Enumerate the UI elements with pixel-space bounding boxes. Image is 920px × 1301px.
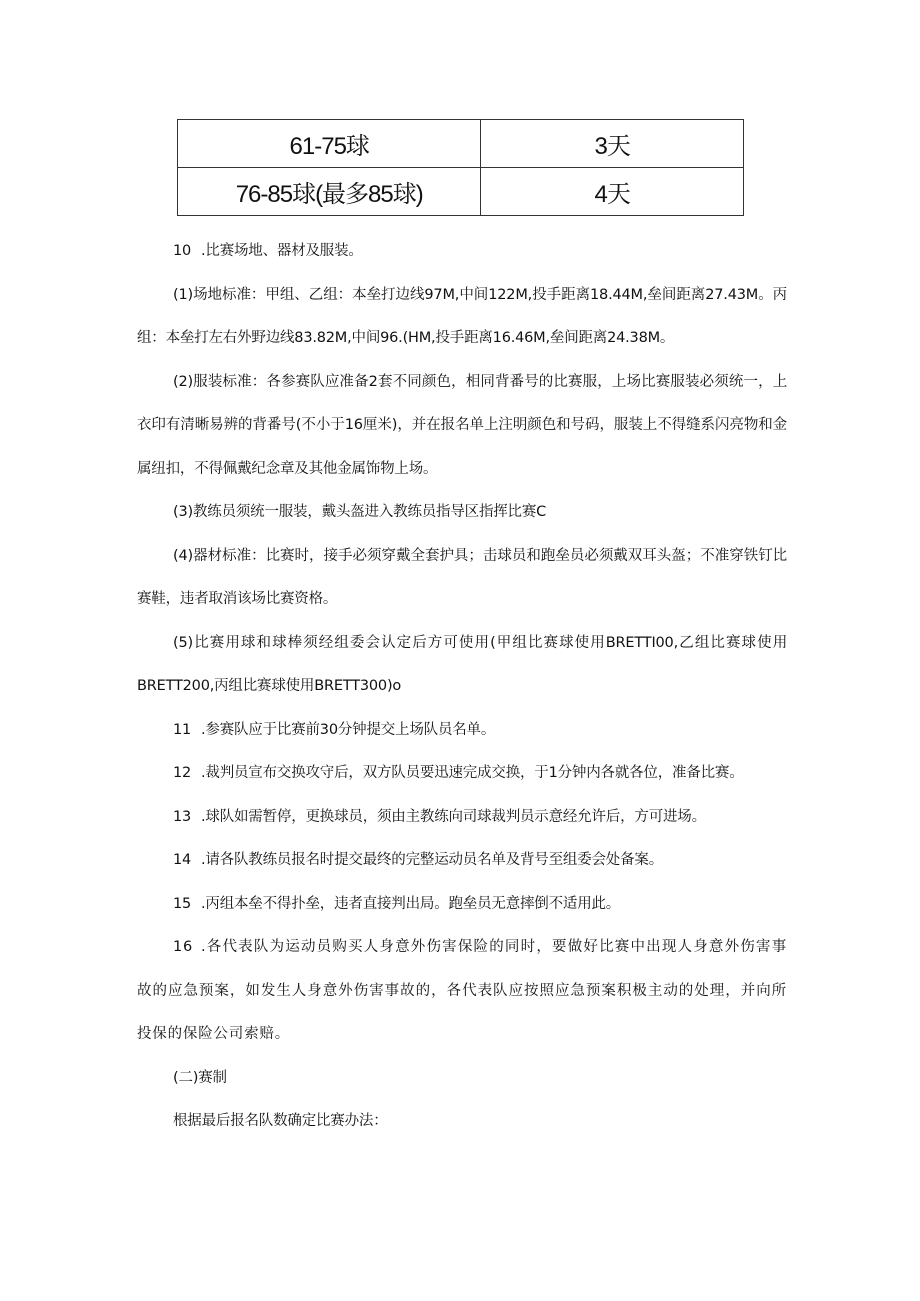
ball-bat-paragraph: (5)比赛用球和球棒须经组委会认定后方可使用(甲组比赛球使用BRETTI00,乙组比赛球使用BRETT200,丙组比赛球使用BRETT300)o xyxy=(137,634,787,694)
item-11 xyxy=(137,709,787,753)
document-body xyxy=(137,230,787,1144)
pitch-range-cell: 76-85球(最多85球) xyxy=(178,168,481,216)
item-text: .丙组本垒不得扑垒，违者直接判出局。跑垒员无意摔倒不适用此。 xyxy=(201,895,621,912)
venue-standard-paragraph: (1)场地标准：甲组、乙组：本垒打边线97M,中间122M,投手距离18.44M,垒间距离27.43M。丙组：本垒打左右外野边线83.82M,中间96.(HM,投手距离16.46M,垒间距离24.38M。 xyxy=(137,286,787,346)
item-16 xyxy=(137,926,787,1057)
item-number: 12 xyxy=(173,765,192,781)
item-text: .裁判员宣布交换攻守后，双方队员要迅速完成交换，于1分钟内各就各位，准备比赛。 xyxy=(201,765,744,781)
item-14 xyxy=(137,839,787,883)
rest-days-cell: 3天 xyxy=(481,120,744,168)
rest-days-cell: 4天 xyxy=(481,168,744,216)
item-number: 10 xyxy=(173,243,192,259)
table-row xyxy=(178,168,744,216)
item-number: 14 xyxy=(173,852,192,868)
item-text: .球队如需暂停，更换球员，须由主教练向司球裁判员示意经允许后，方可进场。 xyxy=(201,808,706,825)
uniform-standard-paragraph: (2)服装标准：各参赛队应准备2套不同颜色，相同背番号的比赛服，上场比赛服装必须统一，上衣印有清晰易辨的背番号(不小于16厘米)，并在报名单上注明颜色和号码，服装上不得缝系闪亮物和金属纽扣，不得佩戴纪念章及其他金属饰物上场。 xyxy=(137,373,787,477)
item-15 xyxy=(137,883,787,927)
item-number: 13 xyxy=(173,808,192,825)
table-row xyxy=(178,120,744,168)
item-text: .各代表队为运动员购买人身意外伤害保险的同时，要做好比赛中出现人身意外伤害事故的应急预案，如发生人身意外伤害事故的，各代表队应按照应急预案积极主动的处理，并向所投保的保险公司索赔。 xyxy=(137,939,787,1042)
item-text: .参赛队应于比赛前30分钟提交上场队员名单。 xyxy=(201,721,496,738)
item-number: 15 xyxy=(173,895,192,912)
item-number: 16 xyxy=(173,939,194,955)
item-text: .请各队教练员报名时提交最终的完整运动员名单及背号至组委会处备案。 xyxy=(201,852,664,868)
equipment-standard-paragraph: (4)器材标准：比赛时，接手必须穿戴全套护具；击球员和跑垒员必须戴双耳头盔；不准穿铁钉比赛鞋，违者取消该场比赛资格。 xyxy=(137,547,787,607)
coach-uniform-paragraph: (3)教练员须统一服装，戴头盔进入教练员指导区指挥比赛C xyxy=(173,504,547,520)
item-10 xyxy=(137,230,787,274)
item-number: 11 xyxy=(173,721,192,738)
item-text: .比赛场地、器材及服装。 xyxy=(201,243,363,259)
item-12 xyxy=(137,752,787,796)
item-13 xyxy=(137,796,787,840)
competition-method-paragraph: 根据最后报名队数确定比赛办法： xyxy=(173,1113,388,1129)
schedule-table xyxy=(177,119,744,216)
pitch-range-cell: 61-75球 xyxy=(178,120,481,168)
section-heading: (二)赛制 xyxy=(173,1069,227,1086)
